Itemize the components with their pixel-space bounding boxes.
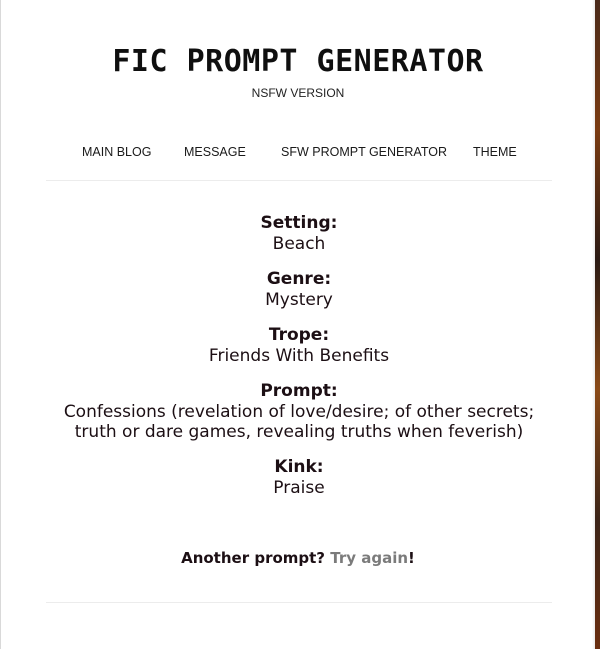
bottom-divider: [46, 602, 552, 603]
site-title[interactable]: FIC PROMPT GENERATOR: [112, 44, 484, 79]
nav-link-theme[interactable]: THEME: [473, 145, 517, 159]
trope-value: Friends With Benefits: [208, 346, 390, 366]
kink-field: [46, 456, 552, 498]
main-nav: [46, 140, 552, 181]
prompt-label: Prompt:: [260, 381, 338, 401]
setting-value: Beach: [272, 234, 326, 254]
genre-value: Mystery: [265, 290, 333, 310]
trope-field: [46, 324, 552, 366]
prompt-content: [46, 212, 552, 512]
nav-link-message[interactable]: MESSAGE: [184, 145, 246, 159]
prompt-field: [46, 380, 552, 442]
prompt-value-line-2: truth or dare games, revealing truths when feverish): [74, 422, 524, 442]
trope-label: Trope:: [268, 325, 330, 345]
genre-field: [46, 268, 552, 310]
another-prompt-text: Another prompt?: [181, 549, 326, 567]
setting-label: Setting:: [260, 213, 338, 233]
genre-label: Genre:: [266, 269, 332, 289]
prompt-value-line-1: Confessions (revelation of love/desire; of other secrets;: [63, 402, 535, 422]
nav-link-main-blog[interactable]: MAIN BLOG: [82, 145, 152, 159]
nav-link-sfw-prompt-generator[interactable]: SFW PROMPT GENERATOR: [281, 145, 447, 159]
setting-field: [46, 212, 552, 254]
try-again-link[interactable]: Try again: [330, 549, 409, 567]
try-again-suffix: !: [408, 549, 415, 567]
kink-label: Kink:: [274, 457, 324, 477]
kink-value: Praise: [273, 478, 325, 498]
try-again-line: [0, 549, 596, 567]
site-subtitle: NSFW VERSION: [251, 86, 345, 100]
